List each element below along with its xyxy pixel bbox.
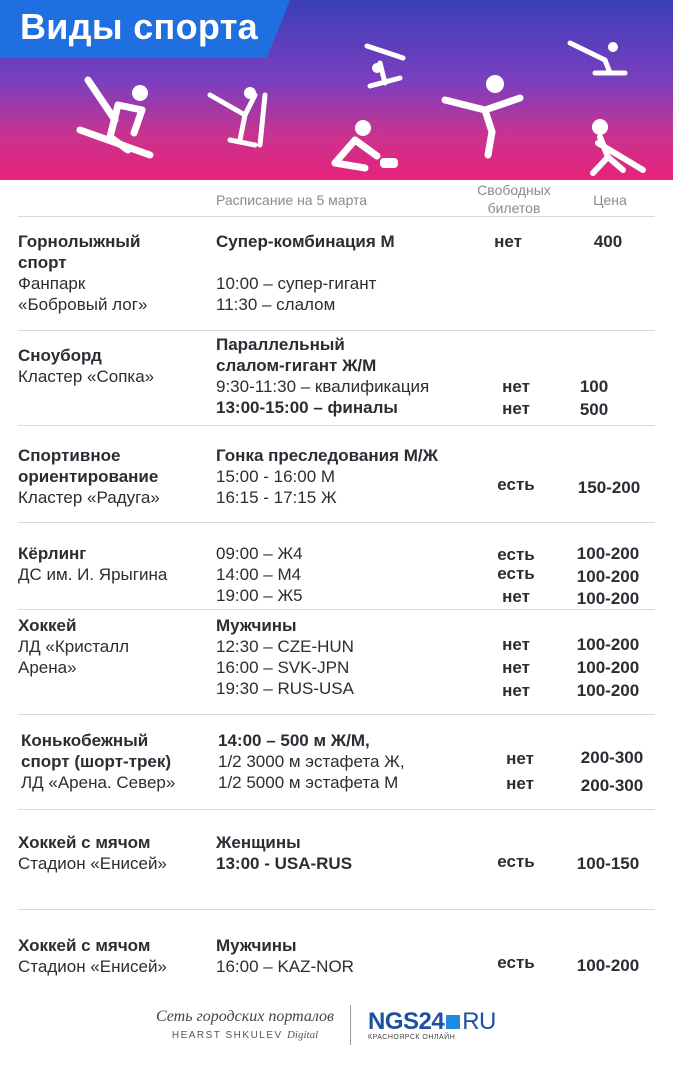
price-value: 100-200	[576, 658, 640, 677]
tickets-status: есть	[497, 475, 535, 494]
event-title: Мужчины	[216, 616, 297, 635]
event-time: 13:00-15:00 – финалы	[216, 398, 398, 417]
tickets-status: нет	[502, 399, 530, 418]
event-title: Супер-комбинация М	[216, 232, 395, 251]
sport-name: Хоккей с мячом	[18, 833, 151, 852]
venue: ЛД «Кристалл	[18, 637, 130, 656]
price-value: 500	[579, 400, 609, 419]
header-free-tickets-1: Свободных	[477, 182, 551, 198]
figure-skater-icon	[440, 70, 530, 165]
price-value: 100	[579, 377, 609, 396]
tickets-status: нет	[506, 749, 534, 768]
event-time: 19:00 – Ж5	[216, 586, 303, 605]
event-time: 16:15 - 17:15 Ж	[216, 488, 337, 507]
divider	[18, 522, 655, 523]
divider	[18, 216, 655, 217]
event-time: 14:00 – М4	[216, 565, 302, 584]
event-time: 15:00 - 16:00 М	[216, 467, 336, 486]
event-time: 11:30 – слалом	[216, 295, 336, 314]
footer-divider	[350, 1005, 351, 1045]
header-free-tickets-2: билетов	[487, 200, 541, 216]
divider	[18, 809, 655, 810]
sport-name: Сноуборд	[18, 346, 102, 365]
tickets-status: нет	[506, 774, 534, 793]
network-logo	[150, 1008, 340, 1041]
hearst-shkulev-text: HEARST SHKULEV Digital	[171, 1029, 319, 1041]
hockey-player-icon	[578, 115, 658, 180]
event-time: 16:00 – SVK-JPN	[216, 658, 350, 677]
venue: «Бобровый лог»	[18, 295, 148, 314]
logo-square-icon	[446, 1015, 460, 1029]
venue: Арена»	[18, 658, 77, 677]
divider	[18, 714, 655, 715]
sport-name: Хоккей с мячом	[18, 936, 151, 955]
venue: Кластер «Сопка»	[18, 367, 155, 386]
sport-name: Кёрлинг	[18, 544, 87, 563]
tickets-status: нет	[494, 232, 522, 251]
tickets-status: нет	[502, 658, 530, 677]
tickets-status: нет	[502, 635, 530, 654]
ski-jumper-icon	[565, 35, 635, 80]
venue: Стадион «Енисей»	[18, 957, 167, 976]
event-title: Параллельный	[216, 335, 345, 354]
event-time: 12:30 – CZE-HUN	[216, 637, 354, 656]
sport-name: Горнолыжный	[18, 232, 141, 251]
event-time: 19:30 – RUS-USA	[216, 679, 354, 698]
venue: Кластер «Радуга»	[18, 488, 160, 507]
price-value: 100-200	[576, 544, 640, 563]
network-text: Сеть городских порталов	[156, 1008, 334, 1025]
event-time: 16:00 – KAZ-NOR	[216, 957, 354, 976]
event-title: Гонка преследования М/Ж	[216, 446, 438, 465]
venue: Стадион «Енисей»	[18, 854, 167, 873]
snowboarder-icon	[355, 38, 415, 93]
page-title: Виды спорта	[20, 6, 258, 47]
tickets-status: есть	[497, 852, 535, 871]
event-title: Женщины	[216, 833, 301, 852]
venue: ДС им. И. Ярыгина	[18, 565, 168, 584]
header-banner	[0, 0, 673, 180]
venue: ЛД «Арена. Север»	[21, 773, 176, 792]
price-value: 100-150	[576, 854, 640, 873]
price-value: 100-200	[576, 956, 640, 975]
price-value: 100-200	[576, 635, 640, 654]
price-value: 200-300	[580, 776, 644, 795]
divider	[18, 609, 655, 610]
tickets-status: есть	[497, 953, 535, 972]
divider	[18, 425, 655, 426]
event-time: 09:00 – Ж4	[216, 544, 303, 563]
header-price: Цена	[593, 192, 627, 208]
price-value: 100-200	[576, 589, 640, 608]
divider	[18, 330, 655, 331]
event-time: 1/2 5000 м эстафета М	[218, 773, 399, 792]
tickets-status: есть	[497, 564, 535, 583]
sport-name: спорт	[18, 253, 67, 272]
event-time: 9:30-11:30 – квалификация	[216, 377, 430, 396]
tickets-status: нет	[502, 681, 530, 700]
event-title: Мужчины	[216, 936, 297, 955]
sport-name: ориентирование	[18, 467, 159, 486]
event-time: 13:00 - USA-RUS	[216, 854, 353, 873]
price-value: 100-200	[576, 681, 640, 700]
event-time: 1/2 3000 м эстафета Ж,	[218, 752, 405, 771]
curling-icon	[325, 118, 405, 178]
price-value: 200-300	[580, 748, 644, 767]
tickets-status: нет	[502, 377, 530, 396]
freestyle-skier-icon	[200, 85, 280, 155]
tickets-status: есть	[497, 545, 535, 564]
event-title: слалом-гигант Ж/М	[216, 356, 377, 375]
price-value: 400	[593, 232, 623, 251]
sport-name: Хоккей	[18, 616, 77, 635]
ngs24-logo[interactable]: NGS24 RU КРАСНОЯРСК ОНЛАЙН	[368, 1008, 496, 1041]
sport-name: Конькобежный	[21, 731, 149, 750]
sport-name: Спортивное	[18, 446, 121, 465]
venue: Фанпарк	[18, 274, 86, 293]
price-value: 100-200	[576, 567, 640, 586]
event-time: 10:00 – супер-гигант	[216, 274, 377, 293]
header-schedule: Расписание на 5 марта	[216, 192, 368, 208]
price-value: 150-200	[577, 478, 641, 497]
divider	[18, 909, 655, 910]
ngs24-subtitle: КРАСНОЯРСК ОНЛАЙН	[368, 1034, 456, 1041]
alpine-skier-icon	[70, 75, 160, 165]
sport-name: спорт (шорт-трек)	[21, 752, 172, 771]
tickets-status: нет	[502, 587, 530, 606]
event-title: 14:00 – 500 м Ж/М,	[218, 731, 370, 750]
